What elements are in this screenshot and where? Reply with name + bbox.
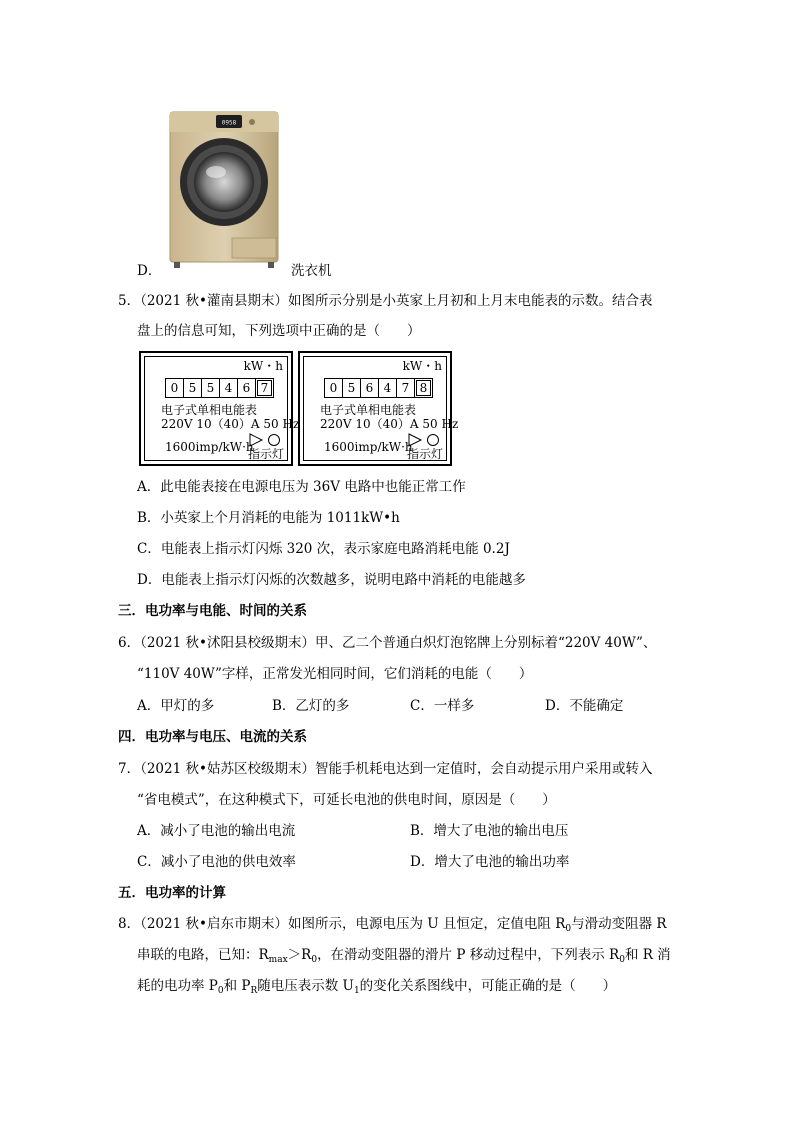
section-heading-5: 五．电功率的计算 bbox=[118, 885, 226, 901]
meter-digit: 0 bbox=[165, 378, 184, 398]
q4-option-d-label: D． bbox=[137, 263, 162, 279]
q8-stem-line2: 串联的电路，已知：$R_{max}>R_0$，在滑动变阻器的滑片 P 移动过程中，下列表示 $R_0$和 R 消 bbox=[137, 947, 671, 965]
meter-digit: 4 bbox=[378, 378, 397, 398]
q6-stem-line1: 6．（2021 秋•沭阳县校级期末）甲、乙二个普通白炽灯泡铭牌上分别标着“220V 40W”、 bbox=[118, 635, 657, 651]
electricity-meter-start bbox=[139, 351, 300, 466]
meter-type: 电子式单相电能表 bbox=[161, 403, 258, 417]
q6-option-a: A．甲灯的多 bbox=[137, 698, 215, 714]
meter-unit: kW・h bbox=[402, 359, 442, 373]
meter-digits bbox=[165, 378, 273, 398]
meter-digit: 5 bbox=[183, 378, 202, 398]
q7-option-c: C．减小了电池的供电效率 bbox=[137, 854, 296, 870]
indicator-lamp-label: 指示灯 bbox=[407, 447, 444, 461]
meter-digit: 0 bbox=[324, 378, 343, 398]
q7-option-b: B．增大了电池的输出电压 bbox=[410, 823, 569, 839]
q4-option-d-text: 洗衣机 bbox=[291, 263, 332, 279]
meter-digit: 5 bbox=[342, 378, 361, 398]
meter-digit: 6 bbox=[237, 378, 256, 398]
meter-rating: 220V 10（40）A 50 Hz bbox=[320, 417, 459, 431]
meter-digits bbox=[324, 378, 432, 398]
q5-option-d: D．电能表上指示灯闪烁的次数越多，说明电路中消耗的电能越多 bbox=[137, 572, 526, 588]
meter-constant: 1600imp/kW·h bbox=[324, 440, 413, 454]
section-heading-4: 四．电功率与电压、电流的关系 bbox=[118, 729, 307, 745]
meter-constant: 1600imp/kW·h bbox=[165, 440, 254, 454]
meter-digit: 7 bbox=[396, 378, 415, 398]
q5-stem-line1: 5．（2021 秋•灌南县期末）如图所示分别是小英家上月初和上月末电能表的示数。结合表 bbox=[118, 293, 653, 309]
q6-option-b: B．乙灯的多 bbox=[272, 698, 350, 714]
q5-option-a: A．此电能表接在电源电压为 36V 电路中也能正常工作 bbox=[137, 479, 466, 495]
q5-option-c: C．电能表上指示灯闪烁 320 次，表示家庭电路消耗电能 0.2J bbox=[137, 541, 510, 557]
washing-machine-image bbox=[168, 110, 280, 270]
machine-display: 0958 bbox=[221, 119, 237, 127]
q5-option-b: B．小英家上个月消耗的电能为 1011kW•h bbox=[137, 510, 400, 526]
meter-digit: 7 bbox=[255, 378, 274, 398]
q6-option-c: C．一样多 bbox=[410, 698, 475, 714]
indicator-lamp-label: 指示灯 bbox=[248, 447, 285, 461]
q6-option-d: D．不能确定 bbox=[545, 698, 624, 714]
q7-option-d: D．增大了电池的输出功率 bbox=[410, 854, 570, 870]
meter-digit: 6 bbox=[360, 378, 379, 398]
meter-digit: 5 bbox=[201, 378, 220, 398]
meter-digit: 4 bbox=[219, 378, 238, 398]
q8-stem-line3: 耗的电功率 $P_0$和 $P_R$随电压表示数 $U_1$的变化关系图线中，可能正确的是（ ） bbox=[137, 978, 617, 996]
q7-stem-line2: “省电模式”，在这种模式下，可延长电池的供电时间，原因是（ ） bbox=[137, 792, 556, 808]
meter-digit: 8 bbox=[414, 378, 433, 398]
q8-stem-line1: 8．（2021 秋•启东市期末）如图所示，电源电压为 U 且恒定，定值电阻 $R_0$与滑动变阻器 R bbox=[118, 916, 667, 934]
q5-stem-line2: 盘上的信息可知，下列选项中正确的是（ ） bbox=[137, 323, 421, 339]
q7-option-a: A．减小了电池的输出电流 bbox=[137, 823, 296, 839]
q6-stem-line2: “110V 40W”字样，正常发光相同时间，它们消耗的电能（ ） bbox=[137, 666, 533, 682]
q7-stem-line1: 7．（2021 秋•姑苏区校级期末）智能手机耗电达到一定值时，会自动提示用户采用或转入 bbox=[118, 761, 653, 777]
electricity-meter-end bbox=[298, 351, 459, 466]
section-heading-3: 三．电功率与电能、时间的关系 bbox=[118, 603, 307, 619]
meter-type: 电子式单相电能表 bbox=[320, 403, 417, 417]
meter-unit: kW・h bbox=[243, 359, 283, 373]
meter-rating: 220V 10（40）A 50 Hz bbox=[161, 417, 300, 431]
